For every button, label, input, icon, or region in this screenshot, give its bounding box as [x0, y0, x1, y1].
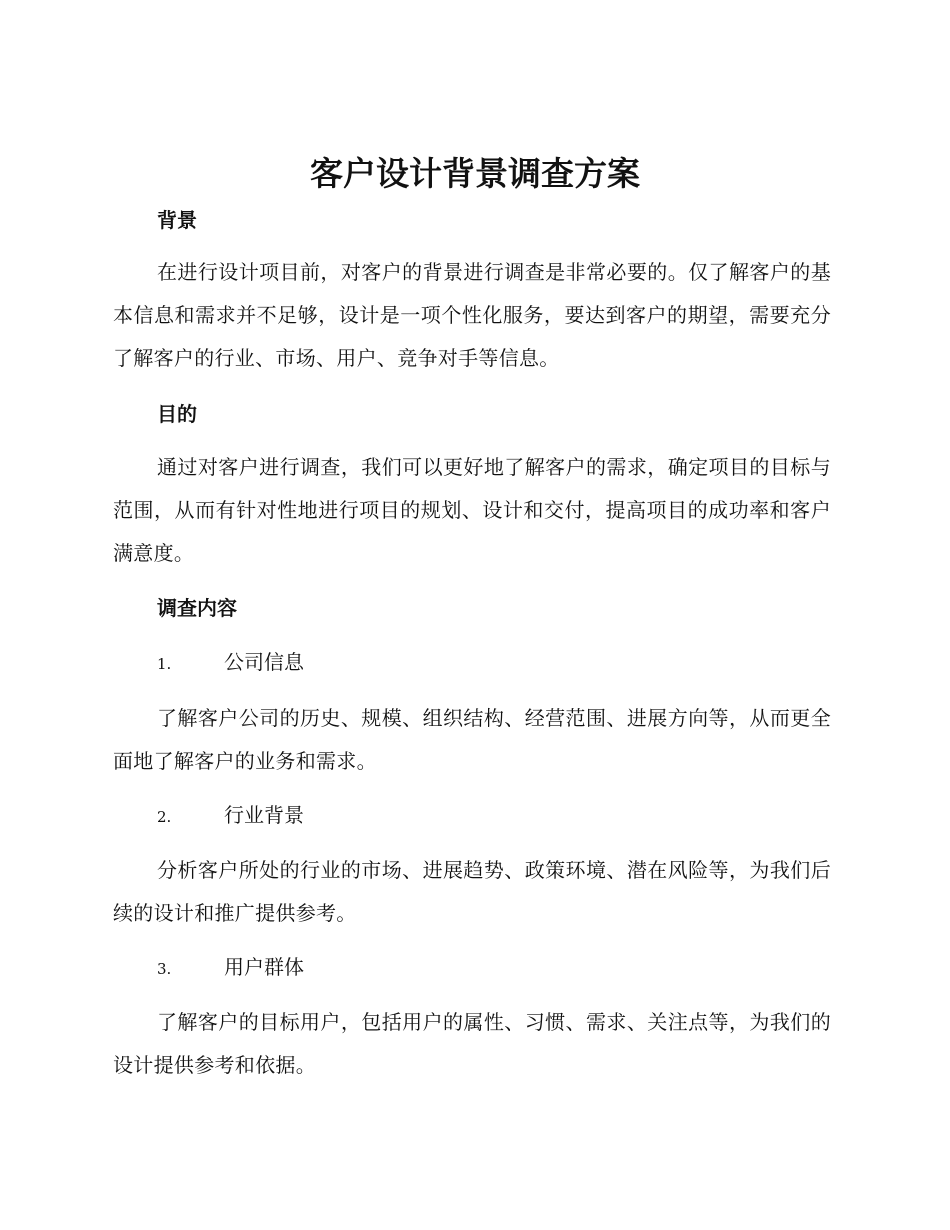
section-heading-background: 背景 — [157, 208, 197, 232]
document-title: 客户设计背景调查方案 — [310, 154, 640, 193]
list-item-number: 3. — [157, 960, 172, 978]
list-item-heading — [157, 800, 304, 832]
list-item-label: 公司信息 — [224, 650, 304, 674]
list-item-heading — [157, 952, 304, 984]
list-item-label: 用户群体 — [224, 955, 304, 979]
list-item-paragraph: 分析客户所处的行业的市场、进展趋势、政策环境、潜在风险等，为我们后续的设计和推广提供参考。 — [113, 858, 831, 925]
list-item-number: 2. — [157, 808, 172, 826]
list-item-number: 1. — [157, 655, 172, 673]
list-item-label: 行业背景 — [224, 803, 304, 827]
section-heading-content: 调查内容 — [157, 596, 237, 620]
list-item-paragraph: 了解客户的目标用户，包括用户的属性、习惯、需求、关注点等，为我们的设计提供参考和依据。 — [113, 1010, 831, 1077]
section-paragraph-purpose: 通过对客户进行调查，我们可以更好地了解客户的需求，确定项目的目标与范围，从而有针对性地进行项目的规划、设计和交付，提高项目的成功率和客户满意度。 — [113, 455, 831, 565]
section-heading-purpose: 目的 — [157, 402, 197, 426]
list-item-heading — [157, 647, 304, 679]
list-item-paragraph: 了解客户公司的历史、规模、组织结构、经营范围、进展方向等，从而更全面地了解客户的业务和需求。 — [113, 706, 831, 773]
section-paragraph-background: 在进行设计项目前，对客户的背景进行调查是非常必要的。仅了解客户的基本信息和需求并不足够，设计是一项个性化服务，要达到客户的期望，需要充分了解客户的行业、市场、用户、竞争对手等信息。 — [113, 260, 831, 370]
